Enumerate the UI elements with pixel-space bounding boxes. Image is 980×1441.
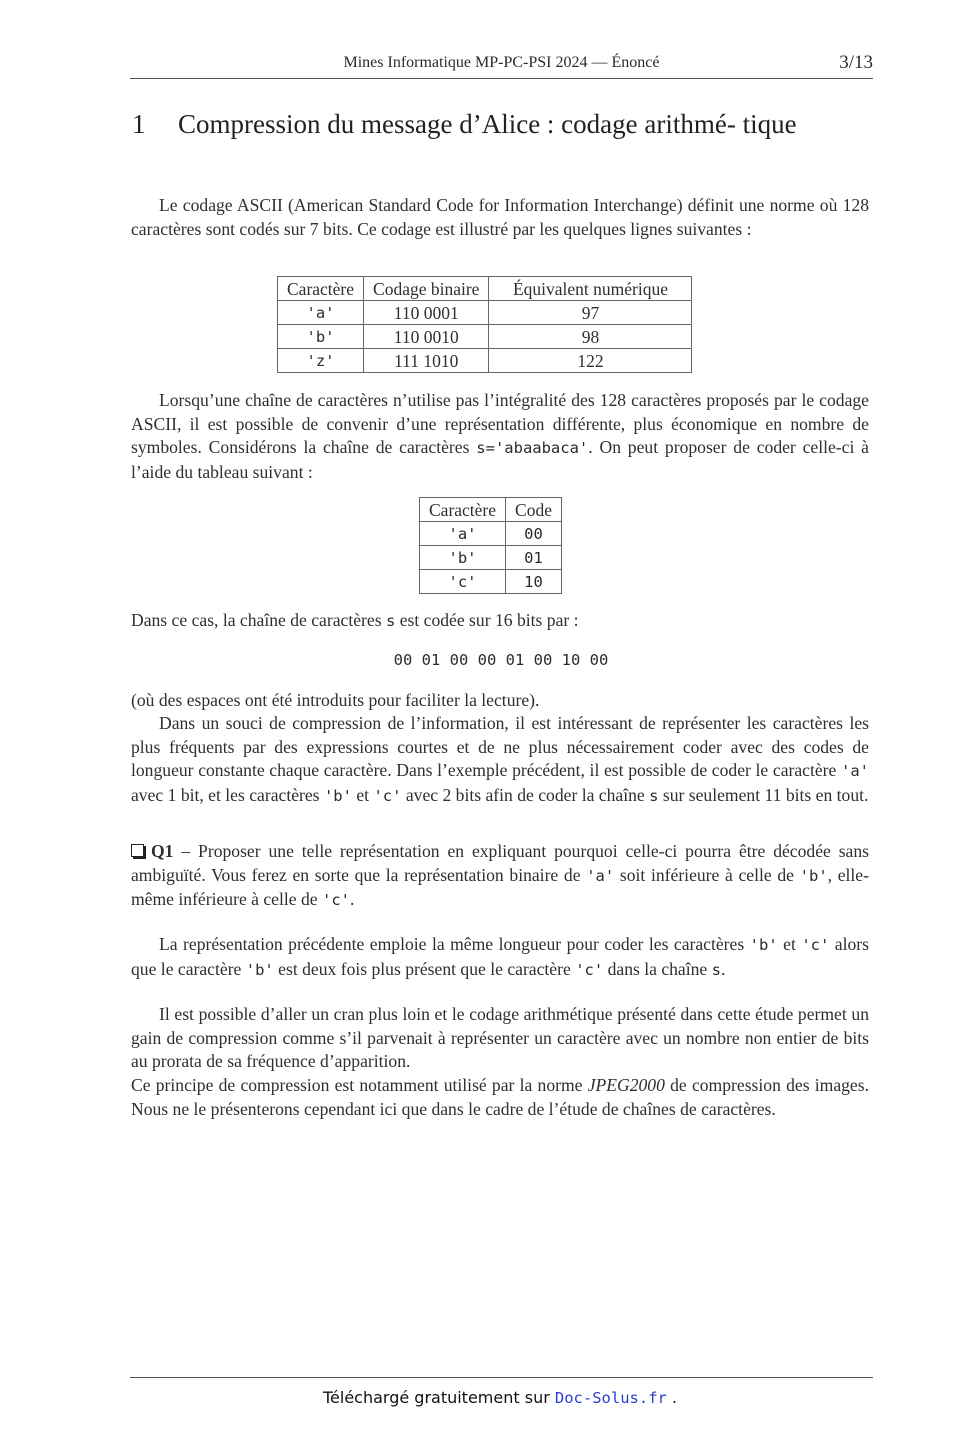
checkbox-icon	[131, 844, 144, 857]
table-cell: 97	[489, 301, 692, 325]
doc-solus-link[interactable]: Doc-Solus.fr	[554, 1389, 667, 1407]
table-header-cell: Caractère	[420, 498, 506, 522]
text-run: de compression des images. Nous ne le présenterons cependant ici que dans le cadre de l’étude de chaînes de caractères.	[131, 1075, 869, 1119]
inline-code: 'a'	[586, 866, 615, 885]
paragraph-arithmetic: Il est possible d’aller un cran plus loin et le codage arithmétique présenté dans cette étude permet un gain de compression comme s’il parvenait à représenter un caractère avec un nombre non entier de bits au prorata de sa fréquence d’apparition.	[131, 1004, 869, 1071]
inline-code: 'b'	[323, 786, 352, 805]
question-label: Q1	[151, 841, 174, 861]
text-run: Lorsqu’une chaîne de caractères n’utilise pas l’intégralité des 128 caractères proposés par le codage ASCII, il est possible de convenir d’une représentation différente, plus économique en nombre de symboles. Considérons la chaîne de caractères	[131, 390, 869, 457]
table-cell: 'c'	[420, 570, 506, 594]
table-header-row	[278, 277, 692, 301]
inline-code: 'b'	[799, 866, 828, 885]
table-cell: 111 1010	[364, 349, 489, 373]
text-run: avec 1 bit, et les caractères	[131, 784, 324, 805]
table-row	[420, 570, 562, 594]
table-cell: 98	[489, 325, 692, 349]
table-header-cell: Équivalent numérique	[489, 277, 692, 301]
text-run: avec 2 bits afin de coder la chaîne	[401, 784, 650, 805]
table-row	[420, 522, 562, 546]
table-cell: 01	[506, 546, 562, 570]
text-run: soit inférieure à celle de	[614, 864, 800, 885]
paragraph-encoded	[131, 609, 869, 634]
table-cell: 'a'	[420, 522, 506, 546]
footer-divider	[130, 1377, 873, 1378]
table-cell: 'b'	[420, 546, 506, 570]
inline-code: s	[711, 960, 721, 979]
text-run: et	[777, 934, 802, 954]
table-cell: 'b'	[278, 325, 364, 349]
emphasis: JPEG2000	[587, 1075, 665, 1095]
table-cell: 'a'	[278, 301, 364, 325]
paragraph-jpeg	[131, 1074, 869, 1121]
table-row	[420, 546, 562, 570]
text-run: dans la chaîne	[603, 958, 712, 979]
table-cell: 110 0010	[364, 325, 489, 349]
paragraph-length	[131, 933, 869, 982]
text-run: et	[351, 784, 374, 805]
inline-code: 'a'	[841, 762, 869, 780]
inline-code: 'c'	[801, 936, 830, 954]
table-cell: 10	[506, 570, 562, 594]
ascii-table	[277, 276, 692, 373]
inline-code: 'c'	[575, 960, 604, 979]
table-row	[278, 301, 692, 325]
header-title: Mines Informatique MP-PC-PSI 2024 — Énoncé	[343, 54, 660, 71]
text-run: . On peut proposer de coder celle-ci à l’aide du tableau suivant :	[131, 437, 869, 482]
table-header-cell: Code	[506, 498, 562, 522]
table-row	[278, 325, 692, 349]
table-header-row	[420, 498, 562, 522]
text-run: sur seulement 11 bits en tout.	[658, 784, 869, 805]
text-run: .	[349, 889, 355, 909]
table-cell: 00	[506, 522, 562, 546]
text-run: alors que le caractère	[131, 934, 870, 979]
page-header	[130, 54, 873, 79]
inline-code: 'b'	[749, 936, 778, 954]
bit-sequence: 00 01 00 00 01 00 10 00	[393, 651, 609, 669]
text-run: Ce principe de compression est notamment utilisé par la norme	[131, 1075, 588, 1095]
inline-code: 'b'	[245, 960, 274, 979]
footer-text: Téléchargé gratuitement sur	[322, 1388, 555, 1407]
section-heading	[130, 106, 875, 142]
text-run: .	[720, 958, 726, 979]
table-row	[278, 349, 692, 373]
text-run: est codée sur 16 bits par :	[395, 610, 579, 630]
table-cell: 110 0001	[364, 301, 489, 325]
section-title: Compression du message d’Alice : codage arithmé- tique	[178, 109, 797, 139]
table-header-cell: Codage binaire	[364, 277, 489, 301]
text-run: – Proposer une telle représentation en expliquant pourquoi celle-ci pourra être décodée sans ambiguïté. Vous ferez en sorte que la représentation binaire de	[131, 841, 869, 885]
page-footer	[0, 1388, 980, 1407]
text-run: , elle-même inférieure à celle de	[131, 864, 869, 909]
intro-paragraph: Le codage ASCII (American Standard Code for Information Interchange) définit une norme où 128 caractères sont codés sur 7 bits. Ce codage est illustré par les quelques lignes suivantes :	[131, 195, 869, 239]
paragraph-compression	[131, 712, 869, 808]
text-run: La représentation précédente emploie la même longueur pour coder les caractères	[159, 934, 750, 954]
footer-end: .	[666, 1388, 678, 1407]
inline-code: s	[649, 786, 659, 805]
section-number: 1	[132, 109, 146, 139]
inline-code: 'c'	[321, 891, 350, 909]
inline-code: s='abaabaca'	[476, 439, 589, 457]
paragraph-note: (où des espaces ont été introduits pour faciliter la lecture).	[131, 690, 540, 710]
inline-code: 'c'	[373, 786, 402, 805]
text-run: est deux fois plus présent que le caractère	[273, 958, 576, 979]
table-header-cell: Caractère	[278, 277, 364, 301]
table-cell: 'z'	[278, 349, 364, 373]
inline-code: s	[385, 612, 396, 630]
paragraph-representation	[131, 389, 869, 484]
code-table	[419, 497, 562, 594]
page-number: 3/13	[839, 52, 873, 73]
question-q1	[131, 840, 869, 913]
table-cell: 122	[489, 349, 692, 373]
text-run: Dans ce cas, la chaîne de caractères	[131, 610, 386, 630]
text-run: Dans un souci de compression de l’information, il est intéressant de représenter les caractères les plus fréquents par des expressions courtes et de ne plus nécessairement coder avec des codes de longueur constante chaque caractère. Dans l’exemple précédent, il est possible de coder le caractère	[131, 713, 869, 780]
